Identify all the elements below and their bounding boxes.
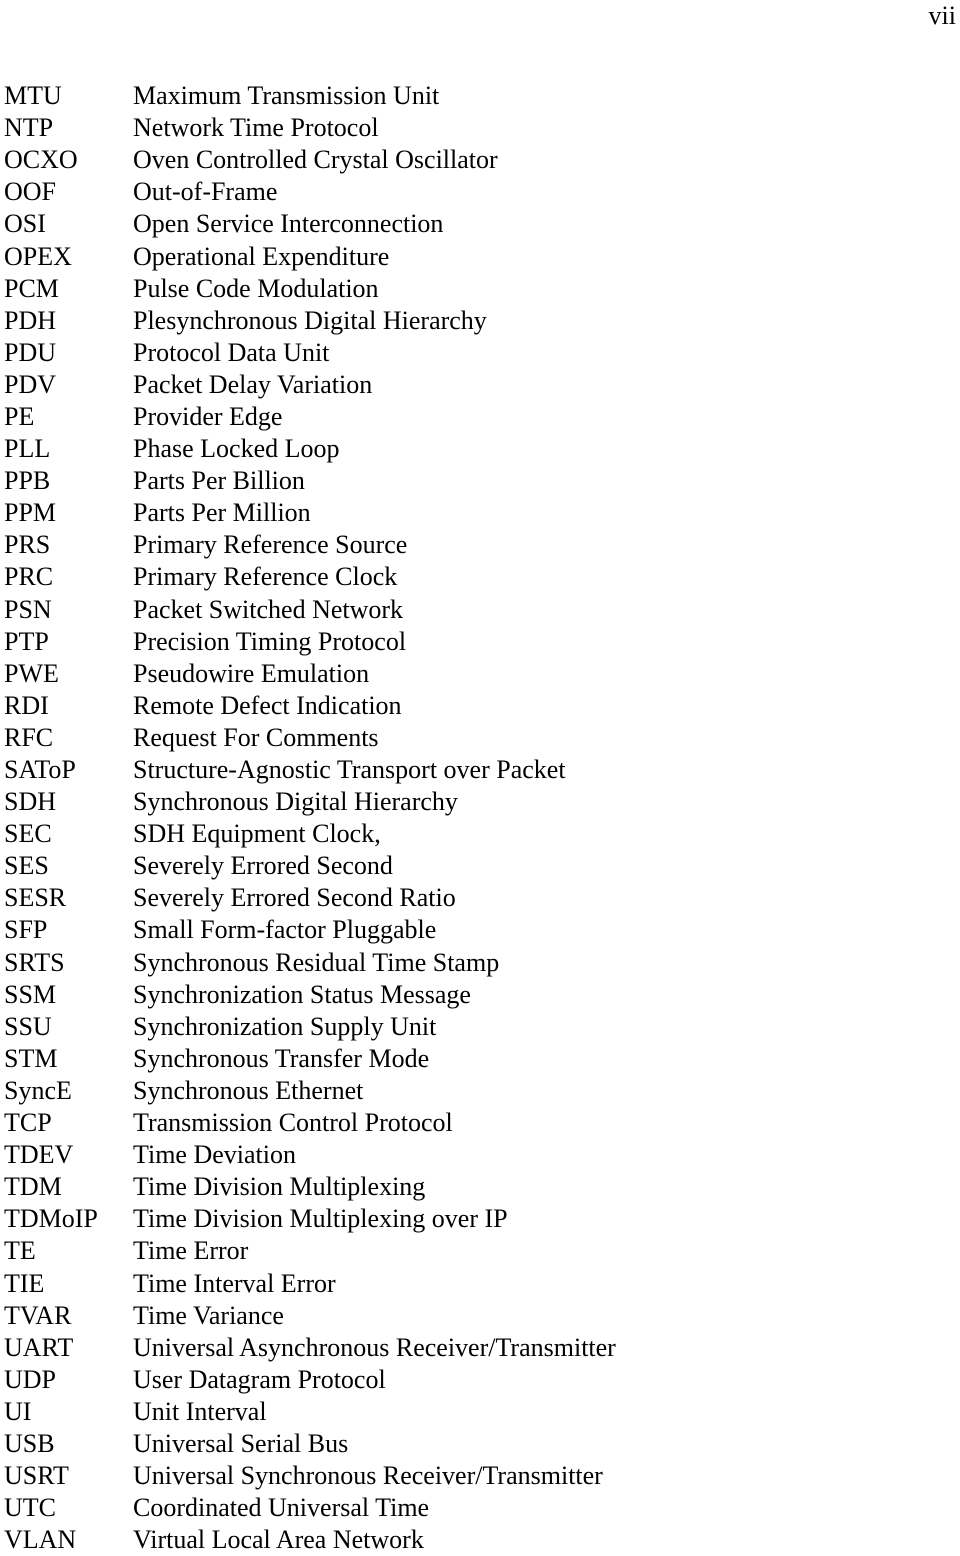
abbreviation-term: OCXO	[4, 145, 78, 175]
abbreviation-term: UDP	[4, 1364, 57, 1394]
abbreviation-row	[4, 722, 616, 754]
abbreviation-term: PE	[4, 401, 35, 431]
abbreviation-definition: Time Division Multiplexing over IP	[133, 1204, 508, 1234]
abbreviation-row	[4, 465, 616, 497]
abbreviation-term: SRTS	[4, 947, 65, 977]
abbreviation-row	[4, 1364, 616, 1396]
abbreviation-definition: Unit Interval	[133, 1396, 267, 1426]
abbreviation-definition: Synchronous Residual Time Stamp	[133, 947, 500, 977]
abbreviation-term: OSI	[4, 209, 46, 239]
abbreviation-term: SSU	[4, 1011, 52, 1041]
abbreviation-row	[4, 1075, 616, 1107]
abbreviation-term: SES	[4, 851, 49, 881]
page-number: vii	[928, 1, 956, 30]
abbreviation-definition: Synchronization Status Message	[133, 979, 471, 1009]
abbreviation-definition: Request For Comments	[133, 722, 379, 752]
abbreviation-definition: Universal Serial Bus	[133, 1428, 349, 1458]
abbreviation-definition: Severely Errored Second	[133, 851, 393, 881]
abbreviation-term: USRT	[4, 1461, 69, 1491]
abbreviation-row	[4, 337, 616, 369]
abbreviation-row	[4, 1524, 616, 1556]
abbreviation-definition: Maximum Transmission Unit	[133, 81, 440, 111]
abbreviation-term: PRS	[4, 530, 51, 560]
abbreviation-term: TIE	[4, 1268, 45, 1298]
abbreviation-term: PSN	[4, 594, 52, 624]
abbreviation-row	[4, 690, 616, 722]
abbreviation-row	[4, 208, 616, 240]
abbreviation-term: PWE	[4, 658, 59, 688]
abbreviation-definition: Pulse Code Modulation	[133, 273, 379, 303]
abbreviation-term: SAToP	[4, 755, 76, 785]
abbreviation-term: PDU	[4, 337, 57, 367]
abbreviation-definition: Operational Expenditure	[133, 241, 390, 271]
abbreviation-term: RDI	[4, 690, 49, 720]
abbreviation-row	[4, 786, 616, 818]
abbreviation-definition: Virtual Local Area Network	[133, 1525, 424, 1555]
abbreviation-row	[4, 80, 616, 112]
abbreviation-row	[4, 561, 616, 593]
abbreviation-term: TVAR	[4, 1300, 72, 1330]
abbreviation-term: SSM	[4, 979, 57, 1009]
abbreviation-term: PPM	[4, 498, 57, 528]
abbreviation-definition: Open Service Interconnection	[133, 209, 444, 239]
abbreviation-row	[4, 401, 616, 433]
abbreviation-row	[4, 947, 616, 979]
abbreviation-row	[4, 1043, 616, 1075]
abbreviation-term: SFP	[4, 915, 48, 945]
abbreviation-row	[4, 754, 616, 786]
abbreviation-definition: Remote Defect Indication	[133, 690, 402, 720]
abbreviation-definition: Plesynchronous Digital Hierarchy	[133, 305, 487, 335]
abbreviation-row	[4, 850, 616, 882]
abbreviation-row	[4, 1107, 616, 1139]
abbreviation-row	[4, 594, 616, 626]
abbreviation-term: PDH	[4, 305, 57, 335]
abbreviation-definition: Synchronization Supply Unit	[133, 1011, 437, 1041]
abbreviation-definition: Oven Controlled Crystal Oscillator	[133, 145, 498, 175]
abbreviation-row	[4, 979, 616, 1011]
abbreviation-row	[4, 176, 616, 208]
abbreviation-term: TDEV	[4, 1140, 74, 1170]
abbreviation-definition: Severely Errored Second Ratio	[133, 883, 456, 913]
abbreviation-term: SDH	[4, 787, 57, 817]
abbreviation-definition: Parts Per Million	[133, 498, 311, 528]
abbreviation-term: PCM	[4, 273, 59, 303]
abbreviation-row	[4, 529, 616, 561]
abbreviation-row	[4, 658, 616, 690]
abbreviation-definition: Universal Synchronous Receiver/Transmitter	[133, 1461, 603, 1491]
abbreviation-term: OPEX	[4, 241, 72, 271]
abbreviation-term: SESR	[4, 883, 67, 913]
abbreviation-row	[4, 1428, 616, 1460]
abbreviation-definition: Time Variance	[133, 1300, 284, 1330]
abbreviation-row	[4, 626, 616, 658]
abbreviation-definition: Small Form-factor Pluggable	[133, 915, 437, 945]
abbreviation-term: MTU	[4, 81, 62, 111]
abbreviation-term: UI	[4, 1396, 32, 1426]
abbreviation-term: UTC	[4, 1493, 56, 1523]
abbreviation-row	[4, 144, 616, 176]
abbreviation-row	[4, 818, 616, 850]
abbreviation-definition: Structure-Agnostic Transport over Packet	[133, 755, 566, 785]
abbreviation-row	[4, 497, 616, 529]
abbreviation-row	[4, 1267, 616, 1299]
abbreviation-definition: Out-of-Frame	[133, 177, 278, 207]
abbreviation-row	[4, 1011, 616, 1043]
abbreviation-definition: Time Error	[133, 1236, 249, 1266]
abbreviation-term: SEC	[4, 819, 52, 849]
abbreviation-row	[4, 1492, 616, 1524]
abbreviation-term: PPB	[4, 466, 51, 496]
abbreviation-definition: Primary Reference Clock	[133, 562, 398, 592]
abbreviation-term: PDV	[4, 369, 57, 399]
abbreviation-row	[4, 1235, 616, 1267]
abbreviation-definition: Primary Reference Source	[133, 530, 408, 560]
abbreviation-term: UART	[4, 1332, 74, 1362]
abbreviation-row	[4, 1171, 616, 1203]
abbreviation-term: VLAN	[4, 1525, 77, 1555]
abbreviation-definition: User Datagram Protocol	[133, 1364, 386, 1394]
abbreviation-term: TDM	[4, 1172, 62, 1202]
abbreviation-definition: Time Deviation	[133, 1140, 296, 1170]
abbreviation-row	[4, 240, 616, 272]
abbreviation-row	[4, 1332, 616, 1364]
abbreviation-definition: Time Interval Error	[133, 1268, 336, 1298]
abbreviation-term: RFC	[4, 722, 54, 752]
abbreviation-term: SyncE	[4, 1075, 72, 1105]
abbreviation-definition: Packet Delay Variation	[133, 369, 373, 399]
abbreviation-definition: Synchronous Digital Hierarchy	[133, 787, 458, 817]
abbreviation-definition: Universal Asynchronous Receiver/Transmitter	[133, 1332, 616, 1362]
abbreviation-term: PRC	[4, 562, 54, 592]
abbreviation-definition: Pseudowire Emulation	[133, 658, 370, 688]
abbreviation-definition: Provider Edge	[133, 401, 283, 431]
abbreviation-row	[4, 1139, 616, 1171]
abbreviation-row	[4, 1203, 616, 1235]
abbreviation-term: OOF	[4, 177, 57, 207]
abbreviation-definition: Synchronous Transfer Mode	[133, 1043, 430, 1073]
abbreviation-row	[4, 1300, 616, 1332]
abbreviation-definition: Precision Timing Protocol	[133, 626, 407, 656]
abbreviation-list	[4, 80, 616, 1556]
abbreviation-definition: Time Division Multiplexing	[133, 1172, 426, 1202]
abbreviation-term: TDMoIP	[4, 1204, 98, 1234]
abbreviation-definition: Protocol Data Unit	[133, 337, 330, 367]
abbreviation-row	[4, 1460, 616, 1492]
abbreviation-term: USB	[4, 1428, 55, 1458]
abbreviation-term: PLL	[4, 434, 51, 464]
abbreviation-row	[4, 914, 616, 946]
abbreviation-definition: SDH Equipment Clock,	[133, 819, 381, 849]
abbreviation-definition: Packet Switched Network	[133, 594, 404, 624]
abbreviation-row	[4, 273, 616, 305]
abbreviation-definition: Network Time Protocol	[133, 113, 379, 143]
abbreviation-row	[4, 1396, 616, 1428]
abbreviation-definition: Phase Locked Loop	[133, 434, 340, 464]
abbreviation-definition: Parts Per Billion	[133, 466, 305, 496]
abbreviation-definition: Synchronous Ethernet	[133, 1075, 364, 1105]
abbreviation-row	[4, 369, 616, 401]
abbreviation-row	[4, 433, 616, 465]
abbreviation-term: TCP	[4, 1108, 52, 1138]
abbreviation-term: PTP	[4, 626, 49, 656]
abbreviation-row	[4, 882, 616, 914]
abbreviation-row	[4, 112, 616, 144]
abbreviation-term: TE	[4, 1236, 36, 1266]
abbreviation-row	[4, 305, 616, 337]
abbreviation-term: STM	[4, 1043, 58, 1073]
abbreviation-definition: Coordinated Universal Time	[133, 1493, 430, 1523]
abbreviation-definition: Transmission Control Protocol	[133, 1108, 453, 1138]
abbreviation-term: NTP	[4, 113, 54, 143]
